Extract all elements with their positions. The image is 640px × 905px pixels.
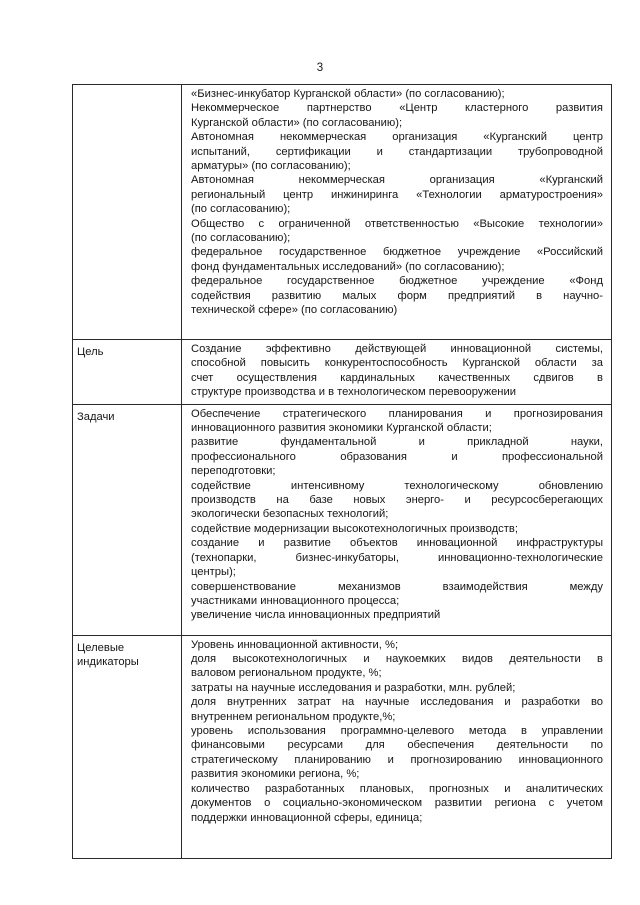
- text-line: совершенствование механизмов взаимодействия между: [191, 580, 603, 593]
- text-line: структуре производства и в технологическом перевооружении: [191, 386, 516, 399]
- text-line: финансовыми ресурсами для обеспечения деятельности по: [191, 739, 603, 752]
- row-label-indicators: Целевые индикаторы: [73, 635, 182, 858]
- table-row-tasks: [73, 404, 612, 635]
- text-line: переподготовки;: [191, 465, 276, 478]
- text-line: стратегическому планированию и прогнозированию инновационного: [191, 753, 603, 766]
- text-line: увеличение числа инновационных предприятий: [191, 609, 441, 622]
- text-line: фонд фундаментальных исследований» (по согласованию);: [191, 260, 505, 273]
- text-line: содействие интенсивному технологическому обновлению: [191, 479, 603, 492]
- row-label: [73, 85, 182, 340]
- text-line: испытаний, сертификации и стандартизации трубопроводной: [191, 145, 603, 158]
- text-line: инновационного развития экономики Курганской области;: [191, 422, 492, 435]
- text-line: экологически безопасных технологий;: [191, 508, 389, 521]
- text-line: Автономная некоммерческая организация «Курганский: [191, 174, 603, 187]
- text-line: количество разработанных плановых, прогнозных и аналитических: [191, 782, 603, 795]
- table-row-indicators: [73, 635, 612, 858]
- text-line: Курганской области» (по согласованию);: [191, 116, 403, 129]
- text-line: Некоммерческое партнерство «Центр кластерного развития: [191, 102, 603, 115]
- text-line: (технопарки, бизнес-инкубаторы, инновационно-технологические: [191, 551, 603, 564]
- text-line: центры);: [191, 566, 236, 579]
- text-line: затраты на научные исследования и разработки, млн. рублей;: [191, 681, 516, 694]
- text-line: участниками инновационного процесса;: [191, 594, 400, 607]
- text-line: Уровень инновационной активности, %;: [191, 638, 399, 651]
- text-line: создание и развитие объектов инновационной инфраструктуры: [191, 537, 603, 550]
- text-line: Автономная некоммерческая организация «Курганский центр: [191, 131, 603, 144]
- text-line: Создание эффективно действующей инновационной системы,: [191, 343, 603, 355]
- text-line: развитие фундаментальной и прикладной науки,: [191, 436, 603, 449]
- text-line: Обеспечение стратегического планирования и прогнозирования: [191, 407, 603, 420]
- text-line: развития экономики региона, %;: [191, 768, 360, 781]
- text-line: профессионального образования и профессиональной: [191, 450, 603, 463]
- row-content-partners: [182, 85, 612, 340]
- text-line: (по согласованию);: [191, 232, 291, 245]
- text-line: способной повысить конкурентоспособность Курганской области за: [191, 357, 603, 370]
- text-line: федеральное государственное бюджетное учреждение «Фонд: [191, 275, 603, 288]
- text-line: поддержки инновационной сферы, единица;: [191, 811, 423, 824]
- table-row-goal: [73, 340, 612, 405]
- text-line: (по согласованию);: [191, 203, 291, 216]
- text-line: счет осуществления кардинальных качественных сдвигов в: [191, 371, 603, 384]
- table-row-partners: [73, 85, 612, 340]
- text-line: внутреннем региональном продукте,%;: [191, 710, 396, 723]
- text-line: «Бизнес-инкубатор Курганской области» (по согласованию);: [191, 88, 505, 100]
- text-line: Общество с ограниченной ответственностью «Высокие технологии»: [191, 217, 603, 230]
- text-line: уровень использования программно-целевого метода в управлении: [191, 725, 603, 738]
- text-line: содействие модернизации высокотехнологичных производств;: [191, 522, 518, 535]
- text-line: доля внутренних затрат на научные исследования и разработки во: [191, 696, 603, 709]
- text-line: производств на базе новых энерго- и ресурсосберегающих: [191, 494, 603, 507]
- text-line: арматуры» (по согласованию);: [191, 160, 351, 173]
- page-number: 3: [316, 62, 324, 74]
- text-line: федеральное государственное бюджетное учреждение «Российский: [191, 246, 603, 259]
- row-label-tasks: Задачи: [73, 404, 182, 635]
- text-line: доля высокотехнологичных и наукоемких видов деятельности в: [191, 653, 603, 666]
- text-line: документов о социально-экономическом развитии региона с учетом: [191, 797, 603, 810]
- row-content-indicators: [182, 635, 612, 858]
- text-line: региональный центр инжиниринга «Технологии арматуростроения»: [191, 188, 603, 201]
- row-label-goal: Цель: [73, 340, 182, 405]
- text-line: валовом региональном продукте, %;: [191, 667, 382, 680]
- row-content-goal: [182, 340, 612, 405]
- text-line: содействия развитию малых форм предприятий в научно-: [191, 289, 603, 302]
- row-content-tasks: [182, 404, 612, 635]
- text-line: технической сфере» (по согласованию): [191, 304, 398, 317]
- program-passport-table: [72, 84, 612, 859]
